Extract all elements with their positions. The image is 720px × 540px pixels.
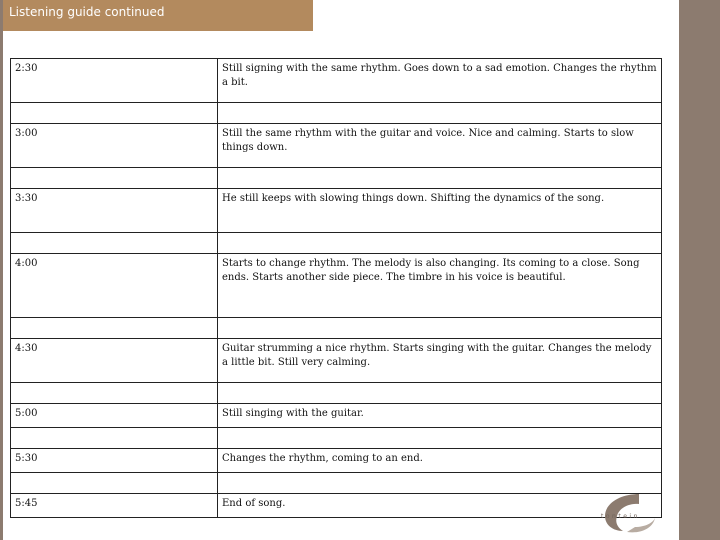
time-cell: 4:30 bbox=[11, 339, 218, 383]
spacer-row bbox=[11, 318, 662, 339]
empty-cell bbox=[11, 383, 218, 404]
empty-cell bbox=[218, 383, 662, 404]
table-row bbox=[11, 494, 662, 518]
spacer-row bbox=[11, 168, 662, 189]
time-cell: 3:00 bbox=[11, 124, 218, 168]
left-accent-rule bbox=[0, 0, 3, 540]
empty-cell bbox=[218, 473, 662, 494]
empty-cell bbox=[218, 318, 662, 339]
logo-wordmark: t o n t e i n bbox=[601, 513, 638, 520]
table-row bbox=[11, 254, 662, 318]
spacer-row bbox=[11, 473, 662, 494]
empty-cell bbox=[218, 428, 662, 449]
page-title: Listening guide continued bbox=[9, 5, 165, 19]
spacer-row bbox=[11, 428, 662, 449]
empty-cell bbox=[218, 233, 662, 254]
spacer-row bbox=[11, 103, 662, 124]
empty-cell bbox=[11, 168, 218, 189]
time-cell: 5:30 bbox=[11, 449, 218, 473]
description-cell: Still signing with the same rhythm. Goes down to a sad emotion. Changes the rhythm a bit. bbox=[218, 59, 662, 103]
time-cell: 3:30 bbox=[11, 189, 218, 233]
empty-cell bbox=[11, 233, 218, 254]
time-cell: 5:00 bbox=[11, 404, 218, 428]
description-cell: End of song. bbox=[218, 494, 662, 518]
empty-cell bbox=[218, 103, 662, 124]
table-row bbox=[11, 189, 662, 233]
spacer-row bbox=[11, 383, 662, 404]
description-cell: Starts to change rhythm. The melody is also changing. Its coming to a close. Song ends. Starts another side piece. The timbre in his voice is beautiful. bbox=[218, 254, 662, 318]
description-cell: Guitar strumming a nice rhythm. Starts singing with the guitar. Changes the melody a little bit. Still very calming. bbox=[218, 339, 662, 383]
time-cell: 4:00 bbox=[11, 254, 218, 318]
swirl-logo-icon bbox=[597, 492, 659, 538]
description-cell: Still singing with the guitar. bbox=[218, 404, 662, 428]
empty-cell bbox=[218, 168, 662, 189]
table-row bbox=[11, 449, 662, 473]
time-cell: 2:30 bbox=[11, 59, 218, 103]
table-row bbox=[11, 339, 662, 383]
table-row bbox=[11, 59, 662, 103]
table-row bbox=[11, 404, 662, 428]
listening-guide-table bbox=[10, 58, 662, 518]
description-cell: Changes the rhythm, coming to an end. bbox=[218, 449, 662, 473]
empty-cell bbox=[11, 103, 218, 124]
empty-cell bbox=[11, 318, 218, 339]
empty-cell bbox=[11, 473, 218, 494]
header-bar bbox=[3, 0, 313, 31]
spacer-row bbox=[11, 233, 662, 254]
description-cell: Still the same rhythm with the guitar and voice. Nice and calming. Starts to slow things down. bbox=[218, 124, 662, 168]
time-cell: 5:45 bbox=[11, 494, 218, 518]
table-row bbox=[11, 124, 662, 168]
description-cell: He still keeps with slowing things down. Shifting the dynamics of the song. bbox=[218, 189, 662, 233]
right-side-band bbox=[679, 0, 720, 540]
empty-cell bbox=[11, 428, 218, 449]
